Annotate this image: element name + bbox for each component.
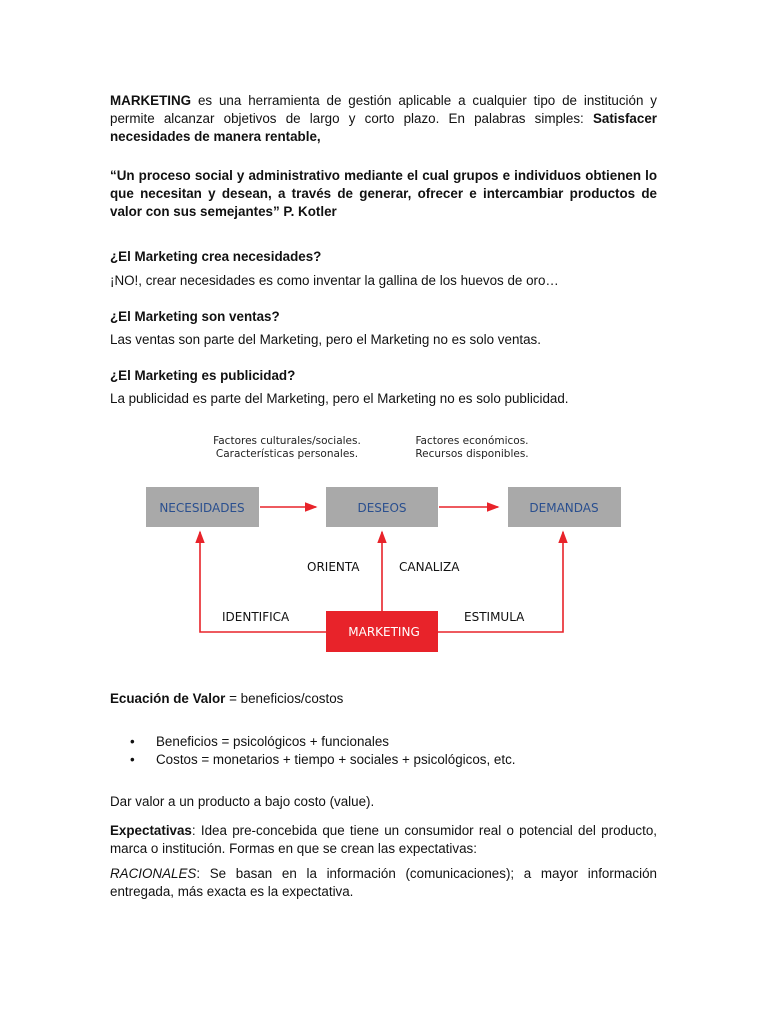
canaliza-label: CANALIZA xyxy=(399,560,460,574)
necesidades-label: NECESIDADES xyxy=(159,501,245,515)
question-2: ¿El Marketing son ventas? xyxy=(110,309,280,324)
intro-text: es una herramienta de gestión aplicable a cualquier tipo de institución y permite alcanzar objetivos de largo y corto plazo. En palabras simples: xyxy=(110,93,657,126)
intro-emphasis: Satisfacer necesidades de manera rentable, xyxy=(110,111,657,144)
dar-valor: Dar valor a un producto a bajo costo (value). xyxy=(110,794,375,809)
question-1: ¿El Marketing crea necesidades? xyxy=(110,249,322,264)
top-left-label-1: Factores culturales/sociales. xyxy=(213,435,361,447)
top-right-label-2: Recursos disponibles. xyxy=(415,448,529,460)
orienta-label: ORIENTA xyxy=(307,560,360,574)
value-term: Ecuación de Valor xyxy=(110,691,226,706)
estimula-label: ESTIMULA xyxy=(464,610,525,624)
racionales-term: RACIONALES xyxy=(110,866,197,881)
value-equation xyxy=(110,690,657,708)
expectativas-text: : Idea pre-concebida que tiene un consumidor real o potencial del producto, marca o institución. Formas en que se crean las expectativas: xyxy=(110,823,657,856)
kotler-quote: “Un proceso social y administrativo mediante el cual grupos e individuos obtienen lo que necesitan y desean, a través de generar, ofrecer e intercambiar productos de valor con sus semejantes” P. Kotler xyxy=(110,168,657,219)
answer-1: ¡NO!, crear necesidades es como inventar la gallina de los huevos de oro… xyxy=(110,273,559,288)
bullet-item: • Beneficios = psicológicos + funcionales xyxy=(110,733,516,751)
expectativas-term: Expectativas xyxy=(110,823,192,838)
racionales-paragraph xyxy=(110,865,657,901)
value-bullets xyxy=(110,733,516,769)
deseos-label: DESEOS xyxy=(357,501,407,515)
question-3: ¿El Marketing es publicidad? xyxy=(110,368,296,383)
racionales-text: : Se basan en la información (comunicaciones); a mayor información entregada, más exacta es la expectativa. xyxy=(110,866,657,899)
top-left-label-2: Características personales. xyxy=(215,448,359,460)
intro-term: MARKETING xyxy=(110,93,192,108)
marketing-label: MARKETING xyxy=(348,625,420,639)
top-right-label-1: Factores económicos. xyxy=(415,435,529,447)
expectativas-paragraph xyxy=(110,822,657,858)
demandas-label: DEMANDAS xyxy=(529,501,599,515)
answer-2: Las ventas son parte del Marketing, pero el Marketing no es solo ventas. xyxy=(110,332,541,347)
identifica-label: IDENTIFICA xyxy=(222,610,290,624)
value-text: = beneficios/costos xyxy=(225,691,344,706)
bullet-item: • Costos = monetarios + tiempo + sociales + psicológicos, etc. xyxy=(110,751,516,769)
answer-3: La publicidad es parte del Marketing, pero el Marketing no es solo publicidad. xyxy=(110,391,569,406)
